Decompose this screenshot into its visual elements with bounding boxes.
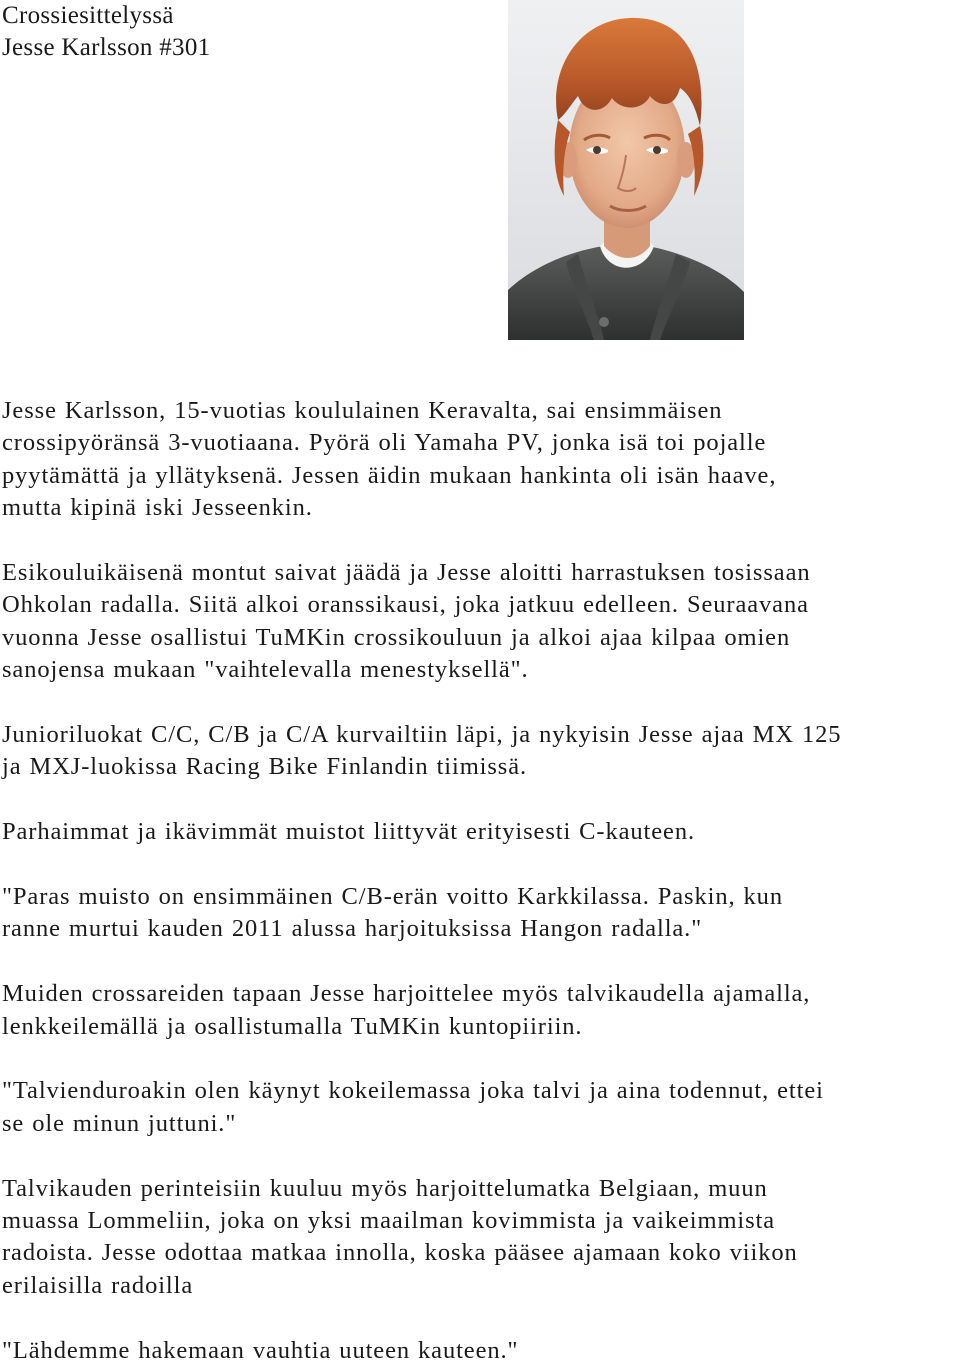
text-line: "Lähdemme hakemaan vauhtia uuteen kauteen." [2, 1336, 519, 1364]
text-line: Junioriluokat C/C, C/B ja C/A kurvailtiin läpi, ja nykyisin Jesse ajaa MX 125 [2, 721, 842, 749]
text-line: Esikouluikäisenä montut saivat jäädä ja Jesse aloitti harrastuksen tosissaan [2, 559, 811, 587]
paragraph-junior-classes [2, 719, 958, 784]
rider-portrait-photo [508, 0, 744, 340]
paragraph-intro [2, 395, 958, 525]
article-body [2, 395, 958, 1367]
text-line: Jesse Karlsson, 15-vuotias koululainen Keravalta, sai ensimmäisen [2, 397, 723, 424]
text-line: Ohkolan radalla. Siitä alkoi oranssikausi, joka jatkuu edelleen. Seuraavana [2, 591, 809, 619]
text-line: muassa Lommeliin, joka on yksi maailman kovimmista ja vaikeimmista [2, 1207, 776, 1235]
paragraph-early-years [2, 557, 958, 687]
text-line: "Paras muisto on ensimmäinen C/B-erän voitto Karkkilassa. Paskin, kun [2, 883, 783, 911]
portrait-illustration [508, 0, 744, 340]
article-heading [2, 0, 210, 64]
text-line: pyytämättä ja yllätyksenä. Jessen äidin mukaan hankinta oli isän haave, [2, 461, 777, 489]
text-line: vuonna Jesse osallistui TuMKin crossikouluun ja alkoi ajaa kilpaa omien [2, 623, 791, 651]
text-line: se ole minun juttuni." [2, 1109, 237, 1137]
paragraph-memories-quote [2, 881, 958, 946]
text-line: "Talvienduroakin olen käynyt kokeilemassa joka talvi ja aina todennut, ettei [2, 1077, 824, 1105]
paragraph-winter-training [2, 978, 958, 1043]
text-line: Parhaimmat ja ikävimmät muistot liittyvät erityisesti C-kauteen. [2, 818, 695, 846]
paragraph-enduro-quote [2, 1075, 958, 1140]
text-line: Talvikauden perinteisiin kuuluu myös harjoittelumatka Belgiaan, muun [2, 1174, 768, 1202]
paragraph-memories [2, 816, 958, 848]
heading-series-title: Crossiesittelyssä [2, 2, 174, 29]
text-line: radoista. Jesse odottaa matkaa innolla, koska pääsee ajamaan koko viikon [2, 1239, 798, 1267]
heading-rider-name: Jesse Karlsson #301 [2, 34, 211, 61]
paragraph-closing-quote [2, 1335, 958, 1367]
paragraph-belgium-trip [2, 1173, 958, 1303]
text-line: Muiden crossareiden tapaan Jesse harjoittelee myös talvikaudella ajamalla, [2, 980, 811, 1008]
text-line: ja MXJ-luokissa Racing Bike Finlandin tiimissä. [2, 753, 528, 781]
text-line: erilaisilla radoilla [2, 1271, 194, 1299]
text-line: sanojensa mukaan "vaihtelevalla menestyksellä". [2, 656, 529, 684]
text-line: crossipyöränsä 3-vuotiaana. Pyörä oli Yamaha PV, jonka isä toi pojalle [2, 429, 767, 457]
text-line: ranne murtui kauden 2011 alussa harjoituksissa Hangon radalla." [2, 915, 703, 943]
text-line: lenkkeilemällä ja osallistumalla TuMKin kuntopiiriin. [2, 1012, 583, 1040]
text-line: mutta kipinä iski Jesseenkin. [2, 494, 313, 522]
